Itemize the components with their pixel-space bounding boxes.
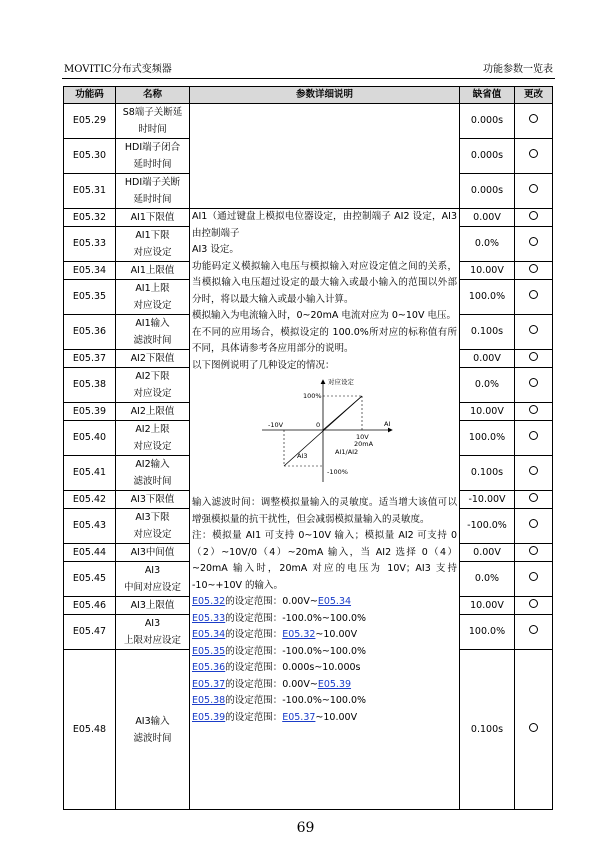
range-line <box>190 627 459 644</box>
param-code: E05.42 <box>64 491 116 509</box>
param-name <box>116 227 190 262</box>
header-rule <box>62 78 555 79</box>
param-name-line2: 中间对应设定 <box>123 582 181 593</box>
param-name-line1: AI2输入 <box>135 459 170 470</box>
param-change-mark <box>515 615 553 650</box>
param-default: 100.0% <box>460 280 515 315</box>
param-code: E05.31 <box>64 174 116 209</box>
param-code: E05.32 <box>64 209 116 227</box>
range-line <box>190 660 459 677</box>
table-row <box>64 209 553 227</box>
change-circle-icon <box>529 599 538 608</box>
change-circle-icon <box>529 431 538 440</box>
param-change-mark <box>515 421 553 456</box>
desc-p3: 模拟输入为电流输入时，0~20mA 电流对应为 0~10V 电压。 <box>192 310 456 321</box>
range-code-link[interactable]: E05.35 <box>192 645 226 657</box>
range-text: 的设定范围： <box>225 711 283 723</box>
param-change-mark <box>515 350 553 368</box>
param-default: 100.0% <box>460 421 515 456</box>
param-code: E05.37 <box>64 350 116 368</box>
param-name-line1: AI1输入 <box>135 318 170 329</box>
change-circle-icon <box>529 378 538 387</box>
header-doc-title: MOVITIC分布式变频器 <box>64 64 172 75</box>
range-code-link[interactable]: E05.37 <box>192 678 226 690</box>
range-text: 的设定范围：0.000s~10.000s <box>225 662 361 673</box>
param-default: 0.0% <box>460 368 515 403</box>
desc-p1b: AI3 设定。 <box>192 244 239 255</box>
desc-p7: 注：模拟量 AI1 可支持 0~10V 输入；模拟量 AI2 可支持 0（2）~10V/0（4）~20mA 输入，当 AI2 选择 0（4）~20mA 输入时，20mA 对应的电压为 10V；AI3 支持 -10~+10V 的输入。 <box>192 530 457 591</box>
change-circle-icon <box>529 572 538 581</box>
param-default: 100.0% <box>460 615 515 650</box>
param-default: 0.0% <box>460 227 515 262</box>
param-name-line2: 滤波时间 <box>133 335 172 346</box>
range-ref-link[interactable]: E05.37 <box>282 711 316 723</box>
table-header-row <box>64 87 553 104</box>
param-name-line1: AI3下限 <box>135 512 170 523</box>
change-circle-icon <box>529 723 538 732</box>
param-change-mark <box>515 456 553 491</box>
range-text: 的设定范围：-100.0%~100.0% <box>225 645 367 657</box>
param-name <box>116 209 190 227</box>
diagram-y-bottom: -100% <box>326 468 348 476</box>
col-header-change: 更改 <box>515 87 553 104</box>
change-circle-icon <box>529 149 538 158</box>
param-code: E05.35 <box>64 280 116 315</box>
diagram-x-right2: 20mA <box>353 440 373 448</box>
param-default: 0.00V <box>460 209 515 227</box>
desc-p6: 输入滤波时间：调整模拟量输入的灵敏度。适当增大该值可以增强模拟量的抗干扰性，但会减弱模拟量输入的灵敏度。 <box>192 497 457 525</box>
range-text: 的设定范围：0.00V~ <box>225 596 318 607</box>
range-line <box>190 677 459 694</box>
param-name-line1: AI3中间值 <box>130 547 175 558</box>
change-circle-icon <box>529 114 538 123</box>
param-code: E05.48 <box>64 650 116 810</box>
param-code: E05.40 <box>64 421 116 456</box>
range-line <box>190 710 459 727</box>
param-name-line2: 滤波时间 <box>133 476 172 487</box>
param-name <box>116 315 190 350</box>
range-code-link[interactable]: E05.39 <box>192 711 226 723</box>
param-change-mark <box>515 650 553 810</box>
param-name-line1: HDI端子关断 <box>124 177 181 188</box>
param-name-line1: HDI端子闭合 <box>124 142 181 153</box>
param-default: 0.100s <box>460 650 515 810</box>
param-change-mark <box>515 403 553 421</box>
col-header-code: 功能码 <box>64 87 116 104</box>
range-ref-link[interactable]: E05.32 <box>282 629 316 640</box>
desc-main-cell <box>190 209 460 810</box>
change-circle-icon <box>529 405 538 414</box>
range-line <box>190 611 459 628</box>
desc-p5: 以下图例说明了几种设定的情况： <box>192 359 335 371</box>
param-change-mark <box>515 368 553 403</box>
param-name <box>116 615 190 650</box>
table-row <box>64 104 553 139</box>
desc-p4: 在不同的应用场合，模拟设定的 100.0%所对应的标称值有所不同，具体请参考各应用部分的说明。 <box>192 326 457 354</box>
change-circle-icon <box>529 493 538 502</box>
header-section-title: 功能参数一览表 <box>483 64 553 75</box>
param-name-line1: AI3 <box>144 565 161 576</box>
param-default: 0.000s <box>460 174 515 209</box>
param-change-mark <box>515 227 553 262</box>
change-circle-icon <box>529 184 538 193</box>
change-circle-icon <box>529 264 538 273</box>
param-change-mark <box>515 544 553 562</box>
param-name-line1: AI3 <box>144 618 161 629</box>
param-name-line1: S8端子关断延 <box>122 107 183 118</box>
param-name <box>116 350 190 368</box>
param-name <box>116 403 190 421</box>
param-name-line1: AI2上限值 <box>130 406 175 417</box>
desc-empty-cell <box>190 104 460 209</box>
param-name-line2: 对应设定 <box>133 441 172 452</box>
param-code: E05.46 <box>64 597 116 615</box>
change-circle-icon <box>529 211 538 220</box>
param-name-line2: 对应设定 <box>133 247 172 258</box>
param-code: E05.41 <box>64 456 116 491</box>
param-code: E05.44 <box>64 544 116 562</box>
change-circle-icon <box>529 290 538 299</box>
param-name-line2: 延时时间 <box>133 159 172 170</box>
param-name <box>116 280 190 315</box>
param-name <box>116 174 190 209</box>
param-default: 0.100s <box>460 456 515 491</box>
param-default: 10.00V <box>460 597 515 615</box>
param-name <box>116 650 190 810</box>
range-code-link[interactable]: E05.34 <box>192 629 226 640</box>
range-tail: ~10.00V <box>315 711 358 723</box>
range-code-link[interactable]: E05.36 <box>192 662 226 673</box>
change-circle-icon <box>529 519 538 528</box>
range-line <box>190 644 459 661</box>
param-default: 0.000s <box>460 104 515 139</box>
col-header-default: 缺省值 <box>460 87 515 104</box>
param-name-line1: AI1下限 <box>135 230 170 241</box>
range-text: 的设定范围： <box>225 629 283 640</box>
col-header-desc: 参数详细说明 <box>190 87 460 104</box>
range-text: 的设定范围：-100.0%~100.0% <box>225 612 367 624</box>
desc-p2: 功能码定义模拟输入电压与模拟输入对应设定值之间的关系，当模拟输入电压超过设定的最大输入或最小输入的范围以外部分时，将以最大输入或最小输入计算。 <box>192 260 457 305</box>
parameter-table <box>63 86 553 810</box>
diagram-x-right1: 10V <box>355 433 369 441</box>
change-circle-icon <box>529 625 538 634</box>
range-ref-link[interactable]: E05.39 <box>317 678 352 690</box>
param-name-line1: AI3下限值 <box>130 494 175 505</box>
param-change-mark <box>515 597 553 615</box>
analog-input-diagram <box>192 374 458 489</box>
diagram-x-left: -10V <box>267 421 283 429</box>
range-text: 的设定范围：-100.0%~100.0% <box>225 695 367 706</box>
param-code: E05.39 <box>64 403 116 421</box>
range-ref-link[interactable]: E05.34 <box>317 596 352 607</box>
param-code: E05.38 <box>64 368 116 403</box>
param-name-line2: 滤波时间 <box>133 732 172 744</box>
range-tail: ~10.00V <box>315 629 358 640</box>
param-name <box>116 368 190 403</box>
param-name <box>116 491 190 509</box>
diagram-y-top: 100% <box>302 392 322 400</box>
param-change-mark <box>515 262 553 280</box>
param-name-line2: 对应设定 <box>133 388 172 399</box>
param-default: 10.00V <box>460 262 515 280</box>
param-default: 0.000s <box>460 139 515 174</box>
col-header-name: 名称 <box>116 87 190 104</box>
param-name <box>116 509 190 544</box>
range-code-link[interactable]: E05.32 <box>192 596 226 607</box>
range-code-link[interactable]: E05.38 <box>192 695 226 706</box>
diagram-x-axis-label: AI <box>383 420 390 428</box>
page-number: 69 <box>296 820 315 836</box>
param-name-line1: AI1下限值 <box>130 212 175 223</box>
param-code: E05.47 <box>64 615 116 650</box>
param-code: E05.43 <box>64 509 116 544</box>
param-name-line1: AI1上限值 <box>130 265 175 276</box>
param-name <box>116 562 190 597</box>
param-name-line2: 上限对应设定 <box>123 635 181 646</box>
param-name-line1: AI1上限 <box>135 283 170 294</box>
param-change-mark <box>515 139 553 174</box>
param-code: E05.29 <box>64 104 116 139</box>
param-change-mark <box>515 509 553 544</box>
param-name <box>116 597 190 615</box>
range-line <box>190 594 459 611</box>
diagram-label-ai12: AI1/AI2 <box>334 448 358 456</box>
param-name-line2: 延时时间 <box>133 194 172 205</box>
change-circle-icon <box>529 352 538 361</box>
param-name-line1: AI3输入 <box>135 715 170 727</box>
param-name-line2: 对应设定 <box>133 529 172 540</box>
param-code: E05.33 <box>64 227 116 262</box>
param-name <box>116 544 190 562</box>
range-code-link[interactable]: E05.33 <box>192 612 226 624</box>
param-name-line1: AI2下限值 <box>130 353 175 364</box>
param-change-mark <box>515 174 553 209</box>
param-default: 0.00V <box>460 350 515 368</box>
param-name-line2: 时时间 <box>138 124 167 135</box>
param-default: 0.100s <box>460 315 515 350</box>
param-default: 0.0% <box>460 562 515 597</box>
param-default: -10.00V <box>460 491 515 509</box>
param-name <box>116 262 190 280</box>
change-circle-icon <box>529 546 538 555</box>
param-change-mark <box>515 104 553 139</box>
param-name <box>116 456 190 491</box>
param-default: -100.0% <box>460 509 515 544</box>
param-code: E05.30 <box>64 139 116 174</box>
param-name-line1: AI2下限 <box>135 371 170 382</box>
param-name <box>116 104 190 139</box>
param-change-mark <box>515 315 553 350</box>
param-default: 0.00V <box>460 544 515 562</box>
param-code: E05.45 <box>64 562 116 597</box>
diagram-x-zero: 0 <box>315 421 320 429</box>
param-name-line1: AI3上限值 <box>130 600 175 611</box>
range-text: 的设定范围：0.00V~ <box>225 678 318 690</box>
diagram-ylabel: 对应设定 <box>327 378 354 386</box>
range-line <box>190 693 459 710</box>
param-name-line2: 对应设定 <box>133 300 172 311</box>
param-default: 10.00V <box>460 403 515 421</box>
desc-p1: AI1（通过键盘上模拟电位器设定，由控制端子 AI2 设定，AI3 由控制端子 <box>192 211 457 239</box>
param-change-mark <box>515 209 553 227</box>
param-change-mark <box>515 280 553 315</box>
change-circle-icon <box>529 237 538 246</box>
param-code: E05.36 <box>64 315 116 350</box>
change-circle-icon <box>529 325 538 334</box>
param-name <box>116 139 190 174</box>
param-change-mark <box>515 562 553 597</box>
param-change-mark <box>515 491 553 509</box>
change-circle-icon <box>529 466 538 475</box>
diagram-label-ai3: AI3 <box>296 452 307 460</box>
param-code: E05.34 <box>64 262 116 280</box>
param-name-line1: AI2上限 <box>135 424 170 435</box>
param-name <box>116 421 190 456</box>
